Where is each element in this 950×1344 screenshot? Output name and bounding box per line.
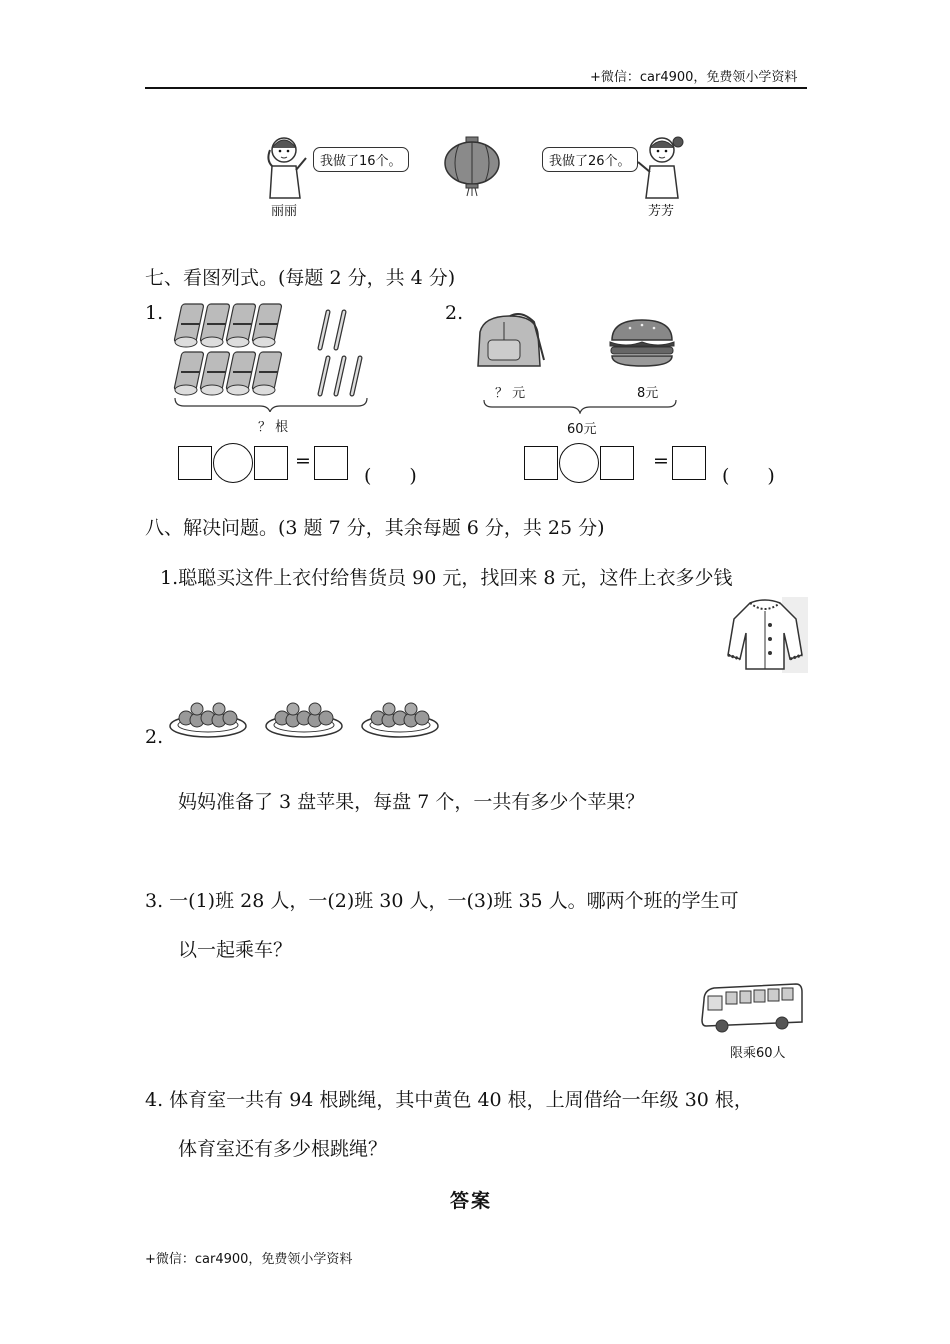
q7-1-answer-box-1[interactable] (178, 446, 212, 480)
q7-2-brace (482, 398, 678, 414)
q8-2-number: 2. (145, 726, 164, 748)
section7-title: 七、看图列式。(每题 2 分，共 4 分) (145, 267, 456, 289)
q7-2-total-label: 60元 (567, 422, 597, 437)
q7-1-answer-box-2[interactable] (254, 446, 288, 480)
lantern-icon (443, 135, 501, 197)
section8-title: 八、解决问题。(3 题 7 分，其余每题 6 分，共 25 分) (145, 517, 605, 539)
q8-2-text: 妈妈准备了 3 盘苹果，每盘 7 个，一共有多少个苹果？ (178, 791, 645, 813)
answer-title: 答案 (450, 1190, 493, 1212)
q7-1-number: 1. (145, 302, 164, 324)
q7-2-number: 2. (445, 302, 464, 324)
lili-name: 丽丽 (271, 204, 298, 219)
lili-speech-bubble: 我做了16个。 (313, 147, 409, 172)
bus-capacity-label: 限乘60人 (730, 1046, 786, 1061)
q8-4-line2: 体育室还有多少根跳绳？ (178, 1138, 388, 1160)
fangfang-name: 芳芳 (648, 204, 675, 219)
q8-1-text: 1.聪聪买这件上衣付给售货员 90 元，找回来 8 元，这件上衣多少钱 (160, 567, 733, 589)
header-text: +微信：car4900，免费领小学资料 (590, 70, 798, 85)
q7-1-equals: = (295, 450, 311, 472)
header-rule (145, 87, 807, 89)
hamburger-icon (606, 318, 678, 370)
q8-4-line1: 4. 体育室一共有 94 根跳绳，其中黄色 40 根，上周借给一年级 30 根， (145, 1089, 753, 1111)
q7-2-operator-circle[interactable] (559, 443, 599, 483)
q7-1-unit-paren: ( ) (364, 465, 417, 487)
backpack-icon (470, 312, 548, 374)
apple-plates-icon (168, 696, 442, 740)
q8-3-line1: 3. 一(1)班 28 人，一(2)班 30 人，一(3)班 35 人。哪两个班的学生可 (145, 890, 739, 912)
q7-2-answer-box-1[interactable] (524, 446, 558, 480)
stick-bundles-icon (172, 300, 372, 412)
coat-icon (722, 597, 808, 673)
fangfang-girl-icon (634, 132, 690, 200)
q7-2-answer-box-2[interactable] (600, 446, 634, 480)
lili-girl-icon (262, 132, 310, 200)
q8-3-line2: 以一起乘车？ (178, 939, 293, 961)
footer-text: +微信：car4900，免费领小学资料 (145, 1252, 353, 1267)
bus-icon (700, 982, 804, 1038)
bag-price-label: ？ 元 (495, 386, 526, 401)
q7-1-operator-circle[interactable] (213, 443, 253, 483)
fangfang-speech-bubble: 我做了26个。 (542, 147, 638, 172)
q7-1-brace-label: ？ 根 (258, 420, 289, 435)
burger-price-label: 8元 (637, 386, 659, 401)
q7-2-answer-box-3[interactable] (672, 446, 706, 480)
q7-1-answer-box-3[interactable] (314, 446, 348, 480)
q7-2-unit-paren: ( ) (722, 465, 775, 487)
q7-2-equals: = (653, 450, 669, 472)
